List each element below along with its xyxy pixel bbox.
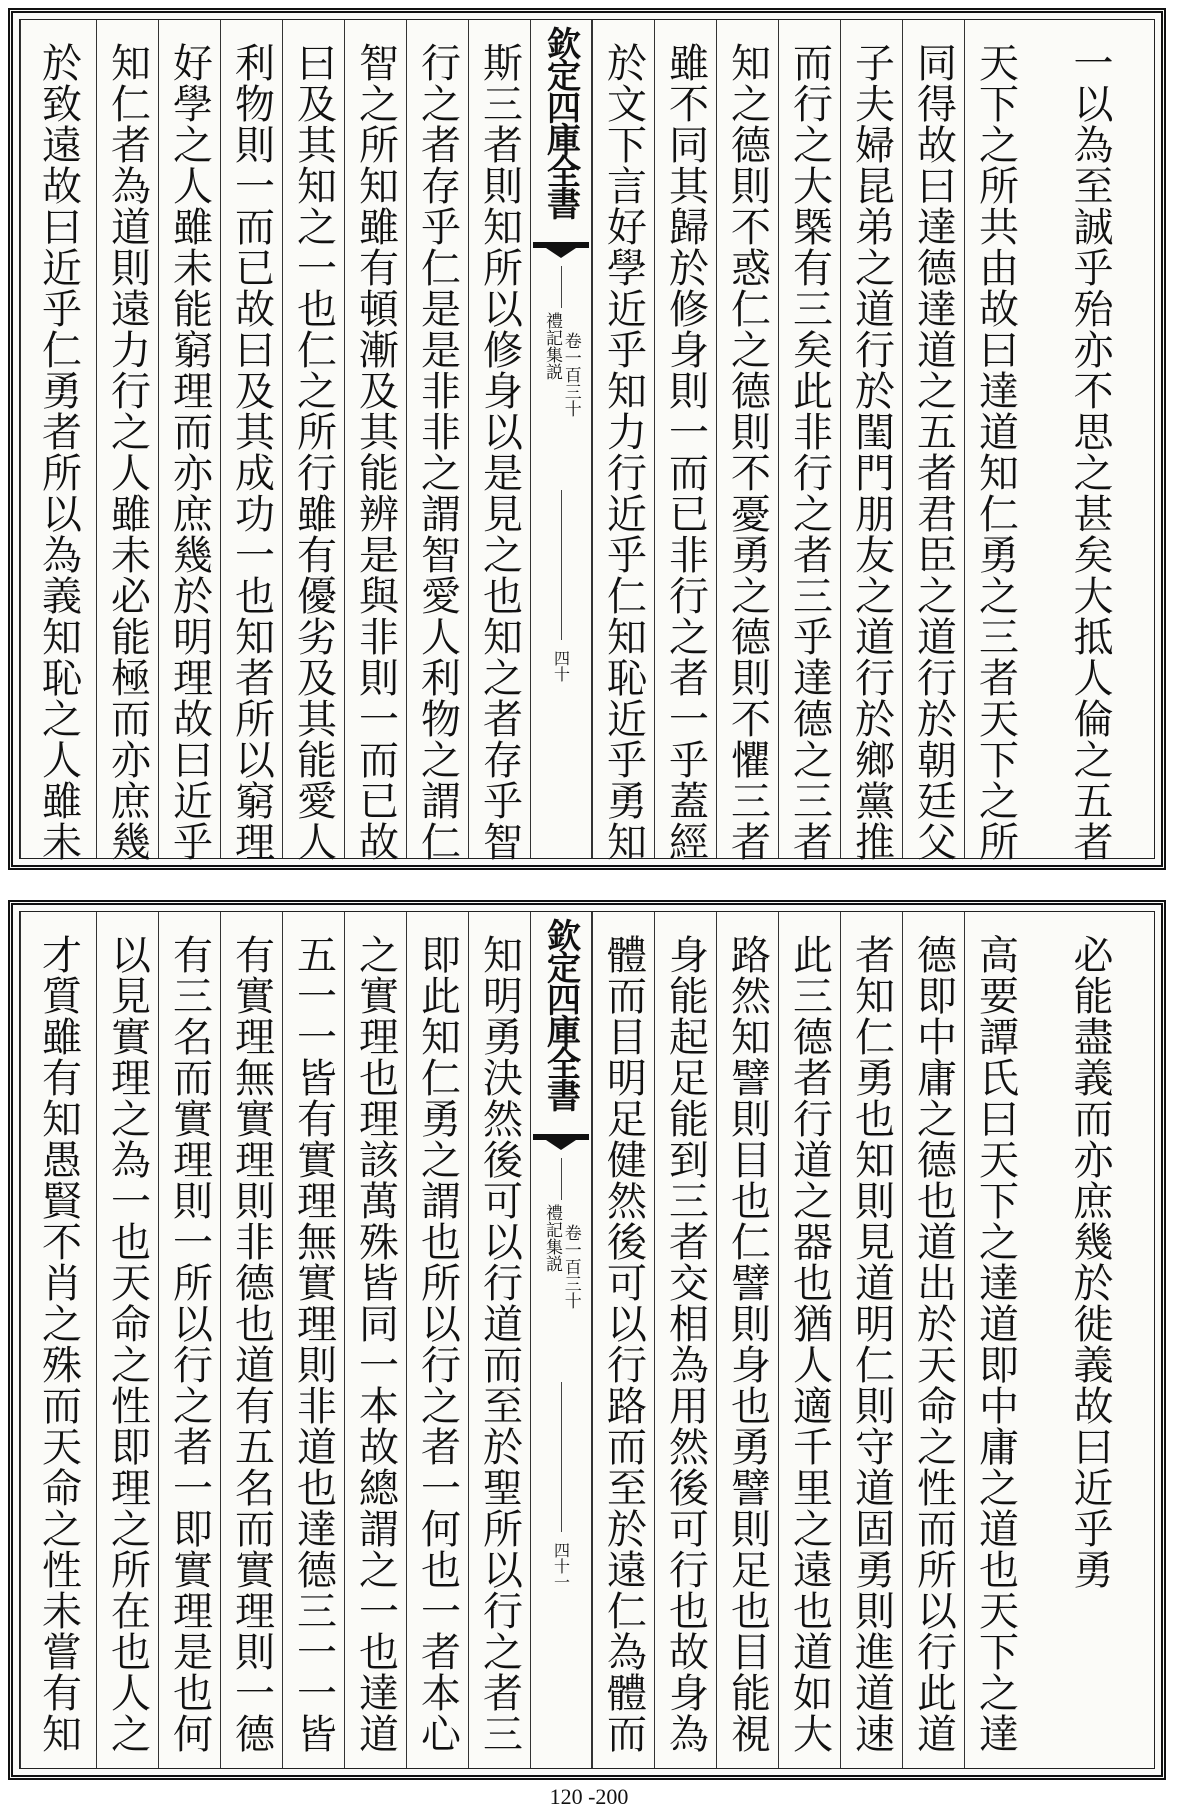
text-column xyxy=(282,912,344,1768)
page-header-column xyxy=(530,912,592,1768)
column-text: 此三德者行道之器也猶人適千里之遠也道如大 xyxy=(786,934,833,1754)
text-column xyxy=(1026,20,1154,862)
column-text: 必能盡義而亦庶幾於徙義故曰近乎勇 xyxy=(1067,934,1113,1590)
text-column xyxy=(964,20,1026,862)
fishtail-mark xyxy=(533,242,589,260)
column-text: 即此知仁勇之謂也所以行之者一何也一者本心 xyxy=(414,934,461,1754)
column-text: 知明勇決然後可以行道而至於聖所以行之者三 xyxy=(476,934,523,1754)
text-column xyxy=(592,912,654,1768)
column-text: 有三名而實理則一所以行之者一即實理是也何 xyxy=(166,934,213,1754)
book-title: 欽定四庫全書 xyxy=(540,918,581,1110)
upper-page-frame xyxy=(19,19,1155,862)
text-column xyxy=(716,912,778,1768)
text-column xyxy=(1026,912,1154,1768)
text-column xyxy=(778,20,840,862)
column-text: 才質雖有知愚賢不肖之殊而天命之性未嘗有知 xyxy=(35,934,82,1754)
column-text: 一以為至誠乎殆亦不思之甚矣大抵人倫之五者 xyxy=(1067,42,1113,862)
book-title: 欽定四庫全書 xyxy=(540,26,581,218)
fishtail-mark xyxy=(533,1134,589,1152)
column-text: 天下之所共由故曰達道知仁勇之三者天下之所 xyxy=(972,42,1019,862)
column-text: 行之者存乎仁是是非非之謂智愛人利物之謂仁 xyxy=(414,42,461,862)
text-column xyxy=(406,912,468,1768)
column-text: 之實理也理該萬殊皆同一本故總謂之一也達道 xyxy=(352,934,399,1754)
chapter-title: 禮記集説 卷一百三十 xyxy=(542,312,581,417)
page-footer-number: 120 -200 xyxy=(549,1784,629,1809)
text-column xyxy=(344,912,406,1768)
column-text: 德即中庸之德也道出於天命之性而所以行此道 xyxy=(910,934,957,1754)
text-column xyxy=(20,20,96,862)
text-column xyxy=(220,912,282,1768)
text-column xyxy=(158,912,220,1768)
text-column xyxy=(964,912,1026,1768)
text-column xyxy=(654,20,716,862)
page-header-column xyxy=(530,20,592,858)
column-text: 斯三者則知所以修身以是見之也知之者存乎智 xyxy=(476,42,523,862)
folio-number: 四十一 xyxy=(551,1542,571,1590)
text-column xyxy=(406,20,468,862)
folio-number: 四十 xyxy=(551,650,571,682)
column-text: 曰及其知之一也仁之所行雖有優劣及其能愛人 xyxy=(290,42,337,862)
column-text: 於文下言好學近乎知力行近乎仁知恥近乎勇知 xyxy=(600,42,647,862)
column-text: 路然知譬則目也仁譬則身也勇譬則足也目能視 xyxy=(724,934,771,1754)
column-text: 知之德則不惑仁之德則不憂勇之德則不懼三者 xyxy=(724,42,771,862)
text-column xyxy=(220,20,282,862)
text-column xyxy=(778,912,840,1768)
column-text: 有實理無實理則非德也道有五名而實理則一德 xyxy=(228,934,275,1754)
text-column xyxy=(158,20,220,862)
text-column xyxy=(468,20,530,862)
text-column xyxy=(592,20,654,862)
column-text: 同得故曰達德達道之五者君臣之道行於朝廷父 xyxy=(910,42,957,862)
text-column xyxy=(716,20,778,862)
text-column xyxy=(468,912,530,1768)
text-column xyxy=(20,912,96,1768)
text-column xyxy=(344,20,406,862)
column-text: 以見實理之為一也天命之性即理之所在也人之 xyxy=(104,934,151,1754)
text-column xyxy=(902,912,964,1768)
column-text: 五一一皆有實理無實理則非道也達德三一一皆 xyxy=(290,934,337,1754)
column-text: 知仁者為道則遠力行之人雖未必能極而亦庶幾 xyxy=(104,42,151,862)
text-column xyxy=(902,20,964,862)
column-text: 利物則一而已故曰及其成功一也知者所以窮理 xyxy=(228,42,275,862)
column-text: 體而目明足健然後可以行路而至於遠仁為體而 xyxy=(600,934,647,1754)
lower-page-frame xyxy=(19,911,1155,1769)
column-text: 高要譚氏曰天下之達道即中庸之道也天下之達 xyxy=(972,934,1019,1754)
text-column xyxy=(654,912,716,1768)
lower-page xyxy=(8,900,1166,1780)
column-text: 身能起足能到三者交相為用然後可行也故身為 xyxy=(662,934,709,1754)
text-column xyxy=(282,20,344,862)
column-text: 而行之大槩有三矣此非行之者三乎達德之三者 xyxy=(786,42,833,862)
column-text: 智之所知雖有頓漸及其能辨是與非則一而已故 xyxy=(352,42,399,862)
upper-page xyxy=(8,8,1166,870)
column-text: 者知仁勇也知則見道明仁則守道固勇則進道速 xyxy=(848,934,895,1754)
text-column xyxy=(840,20,902,862)
text-column xyxy=(96,20,158,862)
text-column xyxy=(96,912,158,1768)
column-text: 子夫婦昆弟之道行於閨門朋友之道行於鄉黨推 xyxy=(848,42,895,862)
column-text: 於致遠故曰近乎仁勇者所以為義知恥之人雖未 xyxy=(35,42,82,862)
column-text: 雖不同其歸於修身則一而已非行之者一乎蓋經 xyxy=(662,42,709,862)
column-text: 好學之人雖未能窮理而亦庶幾於明理故曰近乎 xyxy=(166,42,213,862)
text-column xyxy=(840,912,902,1768)
chapter-title: 禮記集説 卷一百三十 xyxy=(542,1204,581,1309)
